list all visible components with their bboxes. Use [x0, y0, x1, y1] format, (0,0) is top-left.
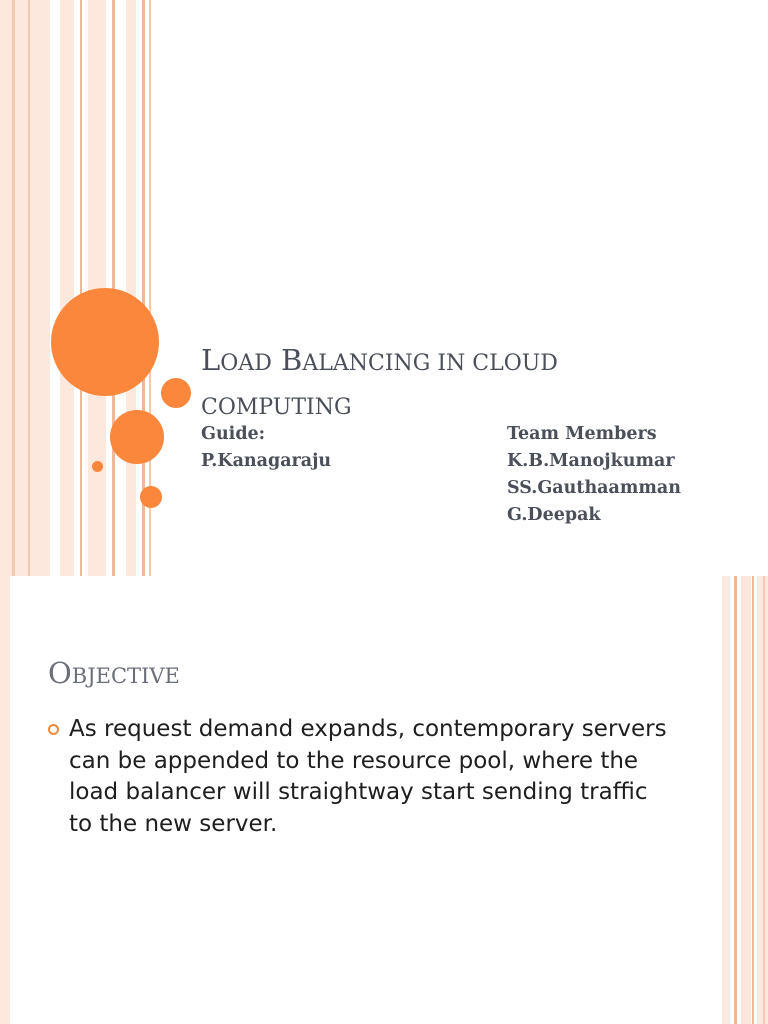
- decor-stripe: [734, 576, 737, 1024]
- decor-stripe: [60, 0, 74, 576]
- decor-stripe: [0, 576, 10, 1024]
- decor-stripe: [722, 576, 730, 1024]
- guide-label: Guide:: [201, 424, 266, 444]
- guide-name: P.Kanagaraju: [201, 451, 332, 471]
- decor-circle-small: [140, 486, 162, 508]
- decor-circle-tiny: [92, 461, 103, 472]
- heading-text: BJECTIVE: [71, 664, 180, 688]
- objective-slide: [0, 576, 768, 1024]
- decor-stripe: [12, 0, 15, 576]
- title-initial: L: [201, 343, 221, 377]
- title-text: ALANCING IN CLOUD: [302, 351, 558, 376]
- decor-stripe: [28, 0, 30, 576]
- decor-stripe: [126, 0, 136, 576]
- title-initial: B: [281, 343, 303, 377]
- decor-circle-small: [161, 378, 191, 408]
- decor-stripe: [752, 576, 754, 1024]
- guide-block: [201, 421, 331, 475]
- slide-title: [201, 340, 681, 428]
- decor-circle-medium: [110, 410, 164, 464]
- title-text: COMPUTING: [201, 395, 352, 420]
- title-text: OAD: [220, 351, 272, 376]
- heading-initial: O: [48, 656, 72, 690]
- team-block: [507, 421, 681, 529]
- bullet-circle-icon: [48, 724, 59, 735]
- bullet-text: As request demand expands, contemporary servers can be appended to the resource pool, where the load balancer will straightway start sending traffic to the new server.: [69, 716, 667, 837]
- team-member: G.Deepak: [507, 505, 601, 525]
- decor-stripe: [763, 576, 765, 1024]
- bullet-item: [48, 714, 668, 840]
- decor-circle-large: [51, 288, 159, 396]
- team-member: SS.Gauthaamman: [507, 478, 681, 498]
- objective-heading: [48, 656, 180, 690]
- team-member: K.B.Manojkumar: [507, 451, 675, 471]
- team-label: Team Members: [507, 424, 657, 444]
- decor-stripe: [741, 576, 751, 1024]
- decor-stripe: [80, 0, 82, 576]
- decor-stripe: [0, 0, 50, 576]
